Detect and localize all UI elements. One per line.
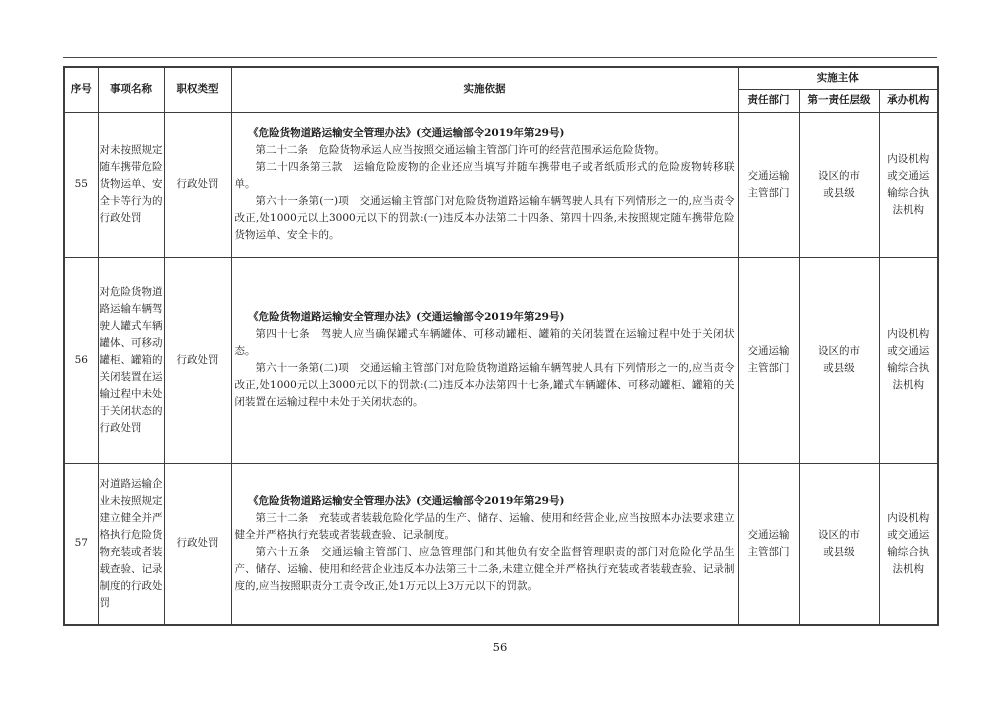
- cell-responsible-department: 交通运输主管部门: [738, 257, 799, 463]
- basis-paragraph: 第二十二条 危险货物承运人应当按照交通运输主管部门许可的经营范围承运危险货物。: [255, 144, 665, 156]
- cell-item-name: 对道路运输企业未按照规定建立健全并严格执行危险货物充装或者装载查验、记录制度的行政处罚: [98, 463, 164, 625]
- table-top-rule: [63, 57, 937, 58]
- basis-paragraph: 第六十一条第(二)项 交通运输主管部门对危险货物道路运输车辆驾驶人具有下列情形之一的,应当责令改正,处1000元以上3000元以下的罚款:(二)违反本办法第四十七条,罐式车辆罐体、可移动罐柜、罐箱的关闭装置在运输过程中未处于关闭状态的。: [234, 362, 735, 408]
- header-responsible-department: 责任部门: [738, 89, 799, 112]
- basis-paragraph: 第二十四条第三款 运输危险废物的企业还应当填写并随车携带电子或者纸质形式的危险废物转移联单。: [234, 161, 735, 190]
- header-subject-group: 实施主体: [738, 67, 938, 89]
- basis-paragraph: 第六十五条 交通运输主管部门、应急管理部门和其他负有安全监督管理职责的部门对危险化学品生产、储存、运输、使用和经营企业违反本办法第三十二条,未建立健全并严格执行充装或者装载查验、记录制度的,应当按照职责分工责令改正,处1万元以上3万元以下的罚款。: [234, 545, 735, 592]
- header-item-name: 事项名称: [98, 67, 164, 112]
- cell-first-level: 设区的市或县级: [799, 112, 879, 257]
- cell-power-type: 行政处罚: [164, 112, 231, 257]
- basis-title: 《危险货物道路运输安全管理办法》(交通运输部令2019年第29号): [248, 127, 565, 139]
- header-row-1: [64, 67, 938, 89]
- header-seq: 序号: [64, 67, 98, 112]
- basis-paragraph: 第四十七条 驾驶人应当确保罐式车辆罐体、可移动罐柜、罐箱的关闭装置在运输过程中处于关闭状态。: [234, 328, 735, 357]
- cell-first-level: 设区的市或县级: [799, 463, 879, 625]
- table-row-56: [64, 257, 938, 463]
- cell-seq: 55: [64, 112, 98, 257]
- cell-basis: [231, 463, 738, 625]
- cell-seq: 56: [64, 257, 98, 463]
- basis-title: 《危险货物道路运输安全管理办法》(交通运输部令2019年第29号): [248, 311, 565, 323]
- table-header: [64, 67, 938, 112]
- basis-title: 《危险货物道路运输安全管理办法》(交通运输部令2019年第29号): [248, 494, 565, 507]
- table-body: [64, 112, 938, 625]
- cell-basis: [231, 257, 738, 463]
- cell-undertaker: 内设机构或交通运输综合执法机构: [879, 257, 938, 463]
- table-row-57: [64, 463, 938, 625]
- cell-item-name: 对未按照规定随车携带危险货物运单、安全卡等行为的行政处罚: [98, 112, 164, 257]
- basis-paragraph: 第六十一条第(一)项 交通运输主管部门对危险货物道路运输车辆驾驶人具有下列情形之一的,应当责令改正,处1000元以上3000元以下的罚款:(一)违反本办法第二十四条、第四十四条,未按照规定随车携带危险货物运单、安全卡的。: [234, 195, 735, 241]
- header-basis: 实施依据: [231, 67, 738, 112]
- cell-power-type: 行政处罚: [164, 257, 231, 463]
- cell-first-level: 设区的市或县级: [799, 257, 879, 463]
- cell-item-name: 对危险货物道路运输车辆驾驶人罐式车辆罐体、可移动罐柜、罐箱的关闭装置在运输过程中未处于关闭状态的行政处罚: [98, 257, 164, 463]
- table-row-55: [64, 112, 938, 257]
- header-undertaker: 承办机构: [879, 89, 938, 112]
- basis-paragraph: 第三十二条 充装或者装载危险化学品的生产、储存、运输、使用和经营企业,应当按照本办法要求建立健全并严格执行充装或者装载查验、记录制度。: [234, 511, 735, 541]
- page-number: 56: [492, 640, 508, 654]
- cell-power-type: 行政处罚: [164, 463, 231, 625]
- cell-responsible-department: 交通运输主管部门: [738, 463, 799, 625]
- header-first-level: 第一责任层级: [799, 89, 879, 112]
- cell-basis: [231, 112, 738, 257]
- header-power-type: 职权类型: [164, 67, 231, 112]
- penalty-items-table: [63, 66, 939, 626]
- cell-responsible-department: 交通运输主管部门: [738, 112, 799, 257]
- cell-undertaker: 内设机构或交通运输综合执法机构: [879, 112, 938, 257]
- cell-seq: 57: [64, 463, 98, 625]
- cell-undertaker: 内设机构或交通运输综合执法机构: [879, 463, 938, 625]
